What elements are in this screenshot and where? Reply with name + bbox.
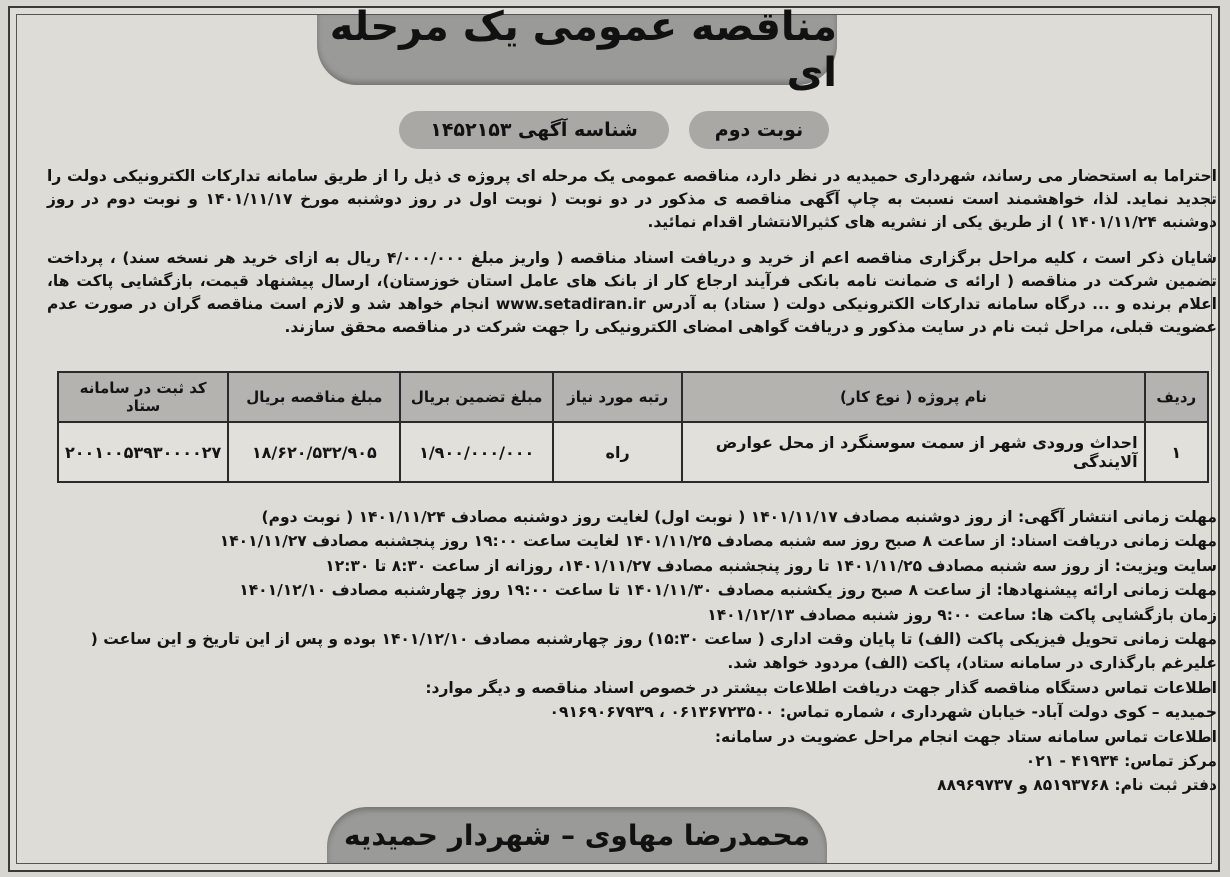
signature: محمدرضا مهاوی – شهردار حمیدیه <box>343 818 811 852</box>
col-code: کد ثبت در سامانه ستاد <box>58 372 228 422</box>
detail-line: مهلت زمانی دریافت اسناد: از ساعت ۸ صبح روز سه شنبه مصادف ۱۴۰۱/۱۱/۲۵ لغایت ساعت ۱۹:۰۰ روز پنجشنبه مصادف ۱۴۰۱/۱۱/۲۷ <box>219 532 1217 551</box>
notice-id-badge: شناسه آگهی ۱۴۵۲۱۵۳ <box>399 111 669 149</box>
procedure-paragraph: شایان ذکر است ، کلیه مراحل برگزاری مناقصه اعم از خرید و دریافت اسناد مناقصه ( واریز مبلغ ۴/۰۰۰/۰۰۰ ریال به ازای خرید هر نسخه سند) ، پرداخت تضمین شرکت در مناقصه ( ارائه ی ضمانت نامه بانکی فرآیند ارجاع کار از بانک های عامل استان خوزستان)، ارسال پیشنهاد قیمت، بازگشایی پاکت ها، اعلام برنده و ... درگاه سامانه تدارکات الکترونیکی دولت ( ستاد) به آدرس www.setadiran.ir انجام خواهد شد و لازم است مناقصه گران در صورت عدم عضویت قبلی، مراحل ثبت نام در سایت مذکور و دریافت گواهی امضای الکترونیکی را جهت شرکت در مناقصه محقق سازند. <box>47 249 1217 336</box>
col-grade: رتبه مورد نیاز <box>553 372 682 422</box>
col-amount: مبلغ مناقصه بریال <box>228 372 400 422</box>
cell-project: احداث ورودی شهر از سمت سوسنگرد از محل عوارض آلایندگی <box>682 422 1144 482</box>
title-banner <box>317 4 837 96</box>
col-project: نام پروژه ( نوع کار) <box>682 372 1144 422</box>
table-header-row <box>58 372 1208 422</box>
cell-guarantee: ۱/۹۰۰/۰۰۰/۰۰۰ <box>400 422 553 482</box>
cell-code: ۲۰۰۱۰۰۵۳۹۳۰۰۰۰۲۷ <box>58 422 228 482</box>
project-table <box>57 371 1209 483</box>
detail-line: زمان بازگشایی پاکت ها: ساعت ۹:۰۰ روز شنبه مصادف ۱۴۰۱/۱۲/۱۳ <box>707 605 1217 624</box>
signature-banner <box>327 807 827 863</box>
detail-line: مرکز تماس: ۴۱۹۳۴ - ۰۲۱ <box>1025 752 1217 771</box>
cell-amount: ۱۸/۶۲۰/۵۳۲/۹۰۵ <box>228 422 400 482</box>
cell-row: ۱ <box>1145 422 1208 482</box>
col-guarantee: مبلغ تضمین بریال <box>400 372 553 422</box>
detail-line: اطلاعات تماس سامانه ستاد جهت انجام مراحل عضویت در سامانه: <box>714 727 1217 746</box>
schedule-details <box>47 505 1217 798</box>
detail-line: دفتر ثبت نام: ۸۵۱۹۳۷۶۸ و ۸۸۹۶۹۷۳۷ <box>937 776 1217 795</box>
detail-line: مهلت زمانی ارائه پیشنهادها: از ساعت ۸ صبح روز یکشنبه مصادف ۱۴۰۱/۱۱/۳۰ تا ساعت ۱۹:۰۰ روز چهارشنبه مصادف ۱۴۰۱/۱۲/۱۰ <box>239 581 1217 600</box>
detail-line: حمیدیه – کوی دولت آباد- خیابان شهرداری ، شماره تماس: ۰۶۱۳۶۷۲۳۵۰۰ ، ۰۹۱۶۹۰۶۷۹۳۹ <box>549 703 1217 722</box>
intro-paragraph: احتراما به استحضار می رساند، شهرداری حمیدیه در نظر دارد، مناقصه عمومی یک مرحله ای پروژه ی ذیل را از طریق سامانه تدارکات الکترونیکی دولت را تجدید نماید. لذا، خواهشمند است نسبت به چاپ آگهی مناقصه ی مذکور در دو نوبت ( نوبت اول در روز دوشنبه مورخ ۱۴۰۱/۱۱/۱۷ و نوبت دوم در روز دوشنبه ۱۴۰۱/۱۱/۲۴ ) از طریق یکی از نشریه های کثیرالانتشار اقدام نمائید. <box>47 167 1217 231</box>
round-badge: نوبت دوم <box>689 111 829 149</box>
tender-notice <box>8 6 1220 872</box>
detail-line: مهلت زمانی انتشار آگهی: از روز دوشنبه مصادف ۱۴۰۱/۱۱/۱۷ ( نوبت اول) لغایت روز دوشنبه مصادف ۱۴۰۱/۱۱/۲۴ ( نوبت دوم) <box>261 508 1217 526</box>
detail-line: سایت ویزیت: از روز سه شنبه مصادف ۱۴۰۱/۱۱/۲۵ تا روز پنجشنبه مصادف ۱۴۰۱/۱۱/۲۷، روزانه از ساعت ۸:۳۰ تا ۱۲:۳۰ <box>325 556 1217 575</box>
detail-line: اطلاعات تماس دستگاه مناقصه گذار جهت دریافت اطلاعات بیشتر در خصوص اسناد مناقصه و دیگر موارد: <box>425 678 1217 697</box>
detail-line: مهلت زمانی تحویل فیزیکی پاکت (الف) تا پایان وقت اداری ( ساعت ۱۵:۳۰) روز چهارشنبه مصادف ۱۴۰۱/۱۲/۱۰ بوده و پس از این تاریخ و این ساعت ( علیرغم بارگذاری در سامانه ستاد)، پاکت (الف) مردود خواهد شد. <box>90 630 1217 673</box>
table-row <box>58 422 1208 482</box>
cell-grade: راه <box>553 422 682 482</box>
notice-frame <box>16 4 1217 864</box>
col-row: ردیف <box>1145 372 1208 422</box>
page-title: مناقصه عمومی یک مرحله ای <box>329 4 837 96</box>
